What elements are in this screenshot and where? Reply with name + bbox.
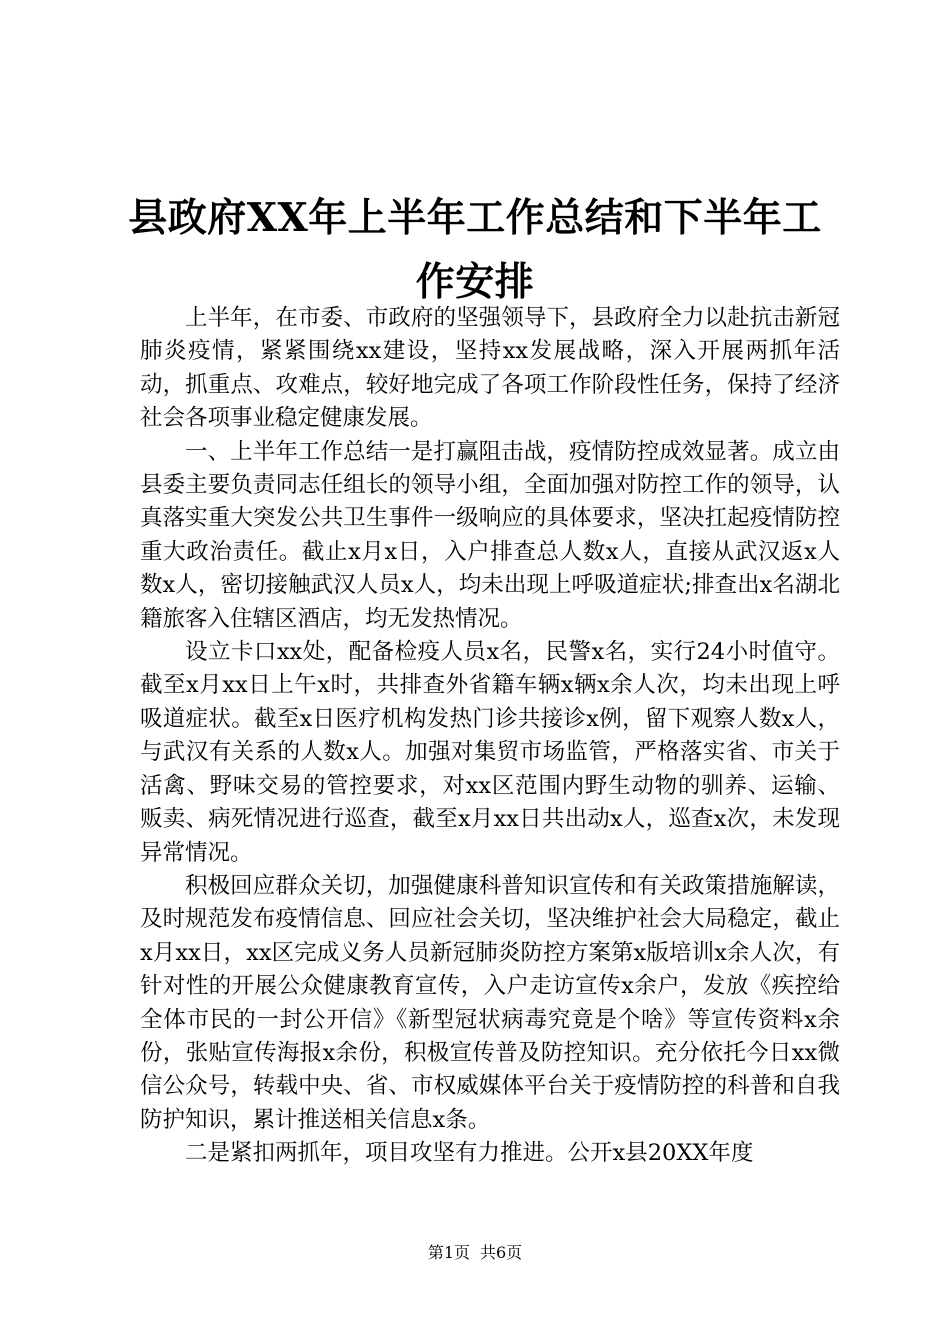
paragraph-projects: 二是紧扣两抓年，项目攻坚有力推进。公开x县20XX年度	[185, 1140, 754, 1167]
paragraph-publicity: 积极回应群众关切，加强健康科普知识宣传和有关政策措施解读，及时规范发布疫情信息、回应社会关切，坚决维护社会大局稳定，截止x月xx日，xx区完成义务人员新冠肺炎防控方案第x版培训x余人次，有针对性的开展公众健康教育宣传，入户走访宣传x余户，发放《疾控给全体市民的一封公开信》《新型冠状病毒究竟是个啥》等宣传资料x余份，张贴宣传海报x余份，积极宣传普及防控知识。充分依托今日xx微信公众号，转载中央、省、市权威媒体平台关于疫情防控的科普和自我防护知识，累计推送相关信息x条。	[140, 872, 840, 1133]
page-total: 共6页	[480, 1243, 523, 1262]
paragraph-intro: 上半年，在市委、市政府的坚强领导下，县政府全力以赴抗击新冠肺炎疫情，紧紧围绕xx建设，坚持xx发展战略，深入开展两抓年活动，抓重点、攻难点，较好地完成了各项工作阶段性任务，保持了经济社会各项事业稳定健康发展。	[140, 305, 840, 432]
document-title: 县政府XX年上半年工作总结和下半年工作安排	[128, 195, 822, 306]
page-number: 第1页	[427, 1243, 470, 1262]
document-body	[140, 302, 840, 1171]
paragraph-checkpoints: 设立卡口xx处，配备检疫人员x名，民警x名，实行24小时值守。截至x月xx日上午x时，共排查外省籍车辆x辆x余人次，均未出现上呼吸道症状。截至x日医疗机构发热门诊共接诊x例，留下观察人数x人，与武汉有关系的人数x人。加强对集贸市场监管，严格落实省、市关于活禽、野味交易的管控要求，对xx区范围内野生动物的驯养、运输、贩卖、病死情况进行巡查，截至x月xx日共出动x人，巡查x次，未发现异常情况。	[140, 639, 840, 866]
paragraph-summary-epidemic: 一、上半年工作总结一是打赢阻击战，疫情防控成效显著。成立由县委主要负责同志任组长的领导小组，全面加强对防控工作的领导，认真落实重大突发公共卫生事件一级响应的具体要求，坚决扛起疫情防控重大政治责任。截止x月x日，入户排查总人数x人，直接从武汉返x人数x人，密切接触武汉人员x人，均未出现上呼吸道症状;排查出x名湖北籍旅客入住辖区酒店，均无发热情况。	[140, 438, 840, 632]
page-footer	[0, 1243, 950, 1263]
